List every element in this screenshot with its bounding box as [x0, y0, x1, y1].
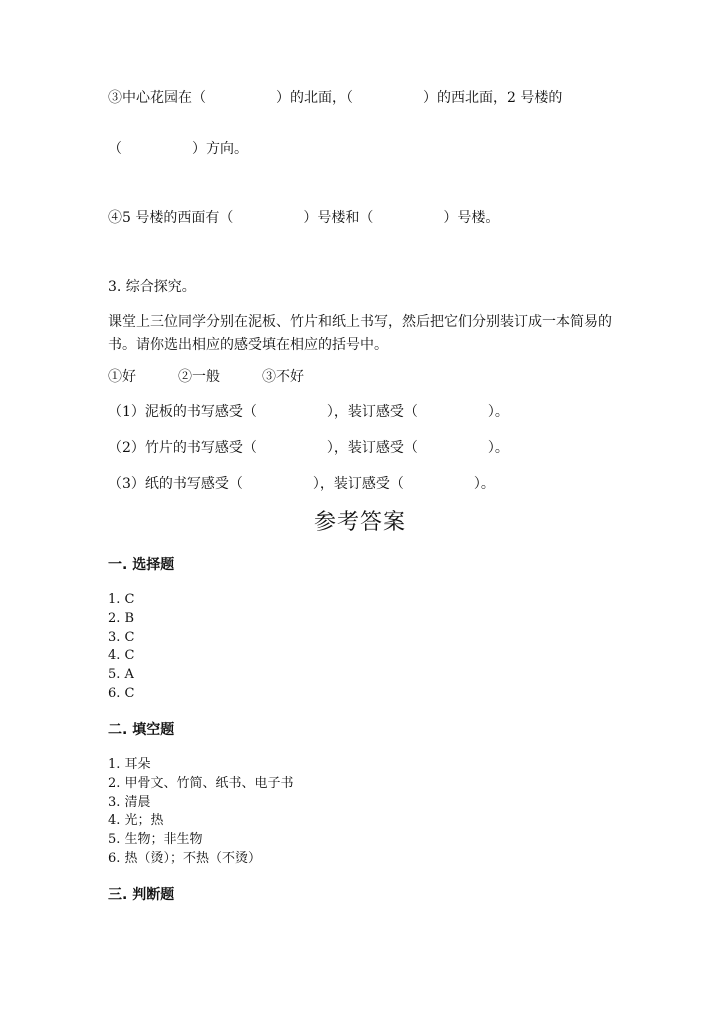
fill-answer-list: [108, 756, 294, 869]
question-3-item-4: ④5 号楼的西面有（ ）号楼和（ ）号楼。: [108, 210, 500, 226]
choice-heading: 一. 选择题: [108, 557, 175, 573]
list-item: 3. 清晨: [108, 794, 151, 810]
fill-heading: 二. 填空题: [108, 722, 175, 738]
list-item: 5. A: [108, 667, 134, 683]
list-item: 4. C: [108, 648, 135, 664]
section-3-title: 3. 综合探究。: [108, 279, 196, 295]
list-item: 3. C: [108, 629, 135, 645]
list-item: 1. C: [108, 592, 135, 607]
list-item: 2. B: [108, 610, 135, 626]
list-item: 1. 耳朵: [108, 757, 151, 772]
answers-title: 参考答案: [313, 510, 406, 535]
question-3-item-3-line-2: （ ）方向。: [108, 141, 248, 157]
choice-answer-list: [108, 591, 134, 704]
question-3-item-3-line-1: ③中心花园在（ ）的北面，（ ）的西北面，2 号楼的: [108, 90, 563, 106]
sub-question-1: （1）泥板的书写感受（ ），装订感受（ ）。: [108, 404, 509, 420]
sub-question-2: （2）竹片的书写感受（ ），装订感受（ ）。: [108, 440, 509, 456]
list-item: 6. C: [108, 685, 135, 701]
section-3-intro: 课堂上三位同学分别在泥板、竹片和纸上书写，然后把它们分别装订成一本简易的书。请你选出相应的感受填在相应的括号中。: [108, 314, 612, 353]
judge-heading: 三. 判断题: [108, 887, 175, 903]
list-item: 6. 热（烫）；不热（不烫）: [108, 850, 262, 866]
list-item: 2. 甲骨文、竹简、纸书、电子书: [108, 775, 294, 791]
list-item: 5. 生物；非生物: [108, 832, 203, 848]
list-item: 4. 光；热: [108, 813, 164, 829]
sub-question-3: （3）纸的书写感受（ ），装订感受（ ）。: [108, 476, 495, 492]
options-line: ①好 ②一般 ③不好: [108, 369, 304, 385]
